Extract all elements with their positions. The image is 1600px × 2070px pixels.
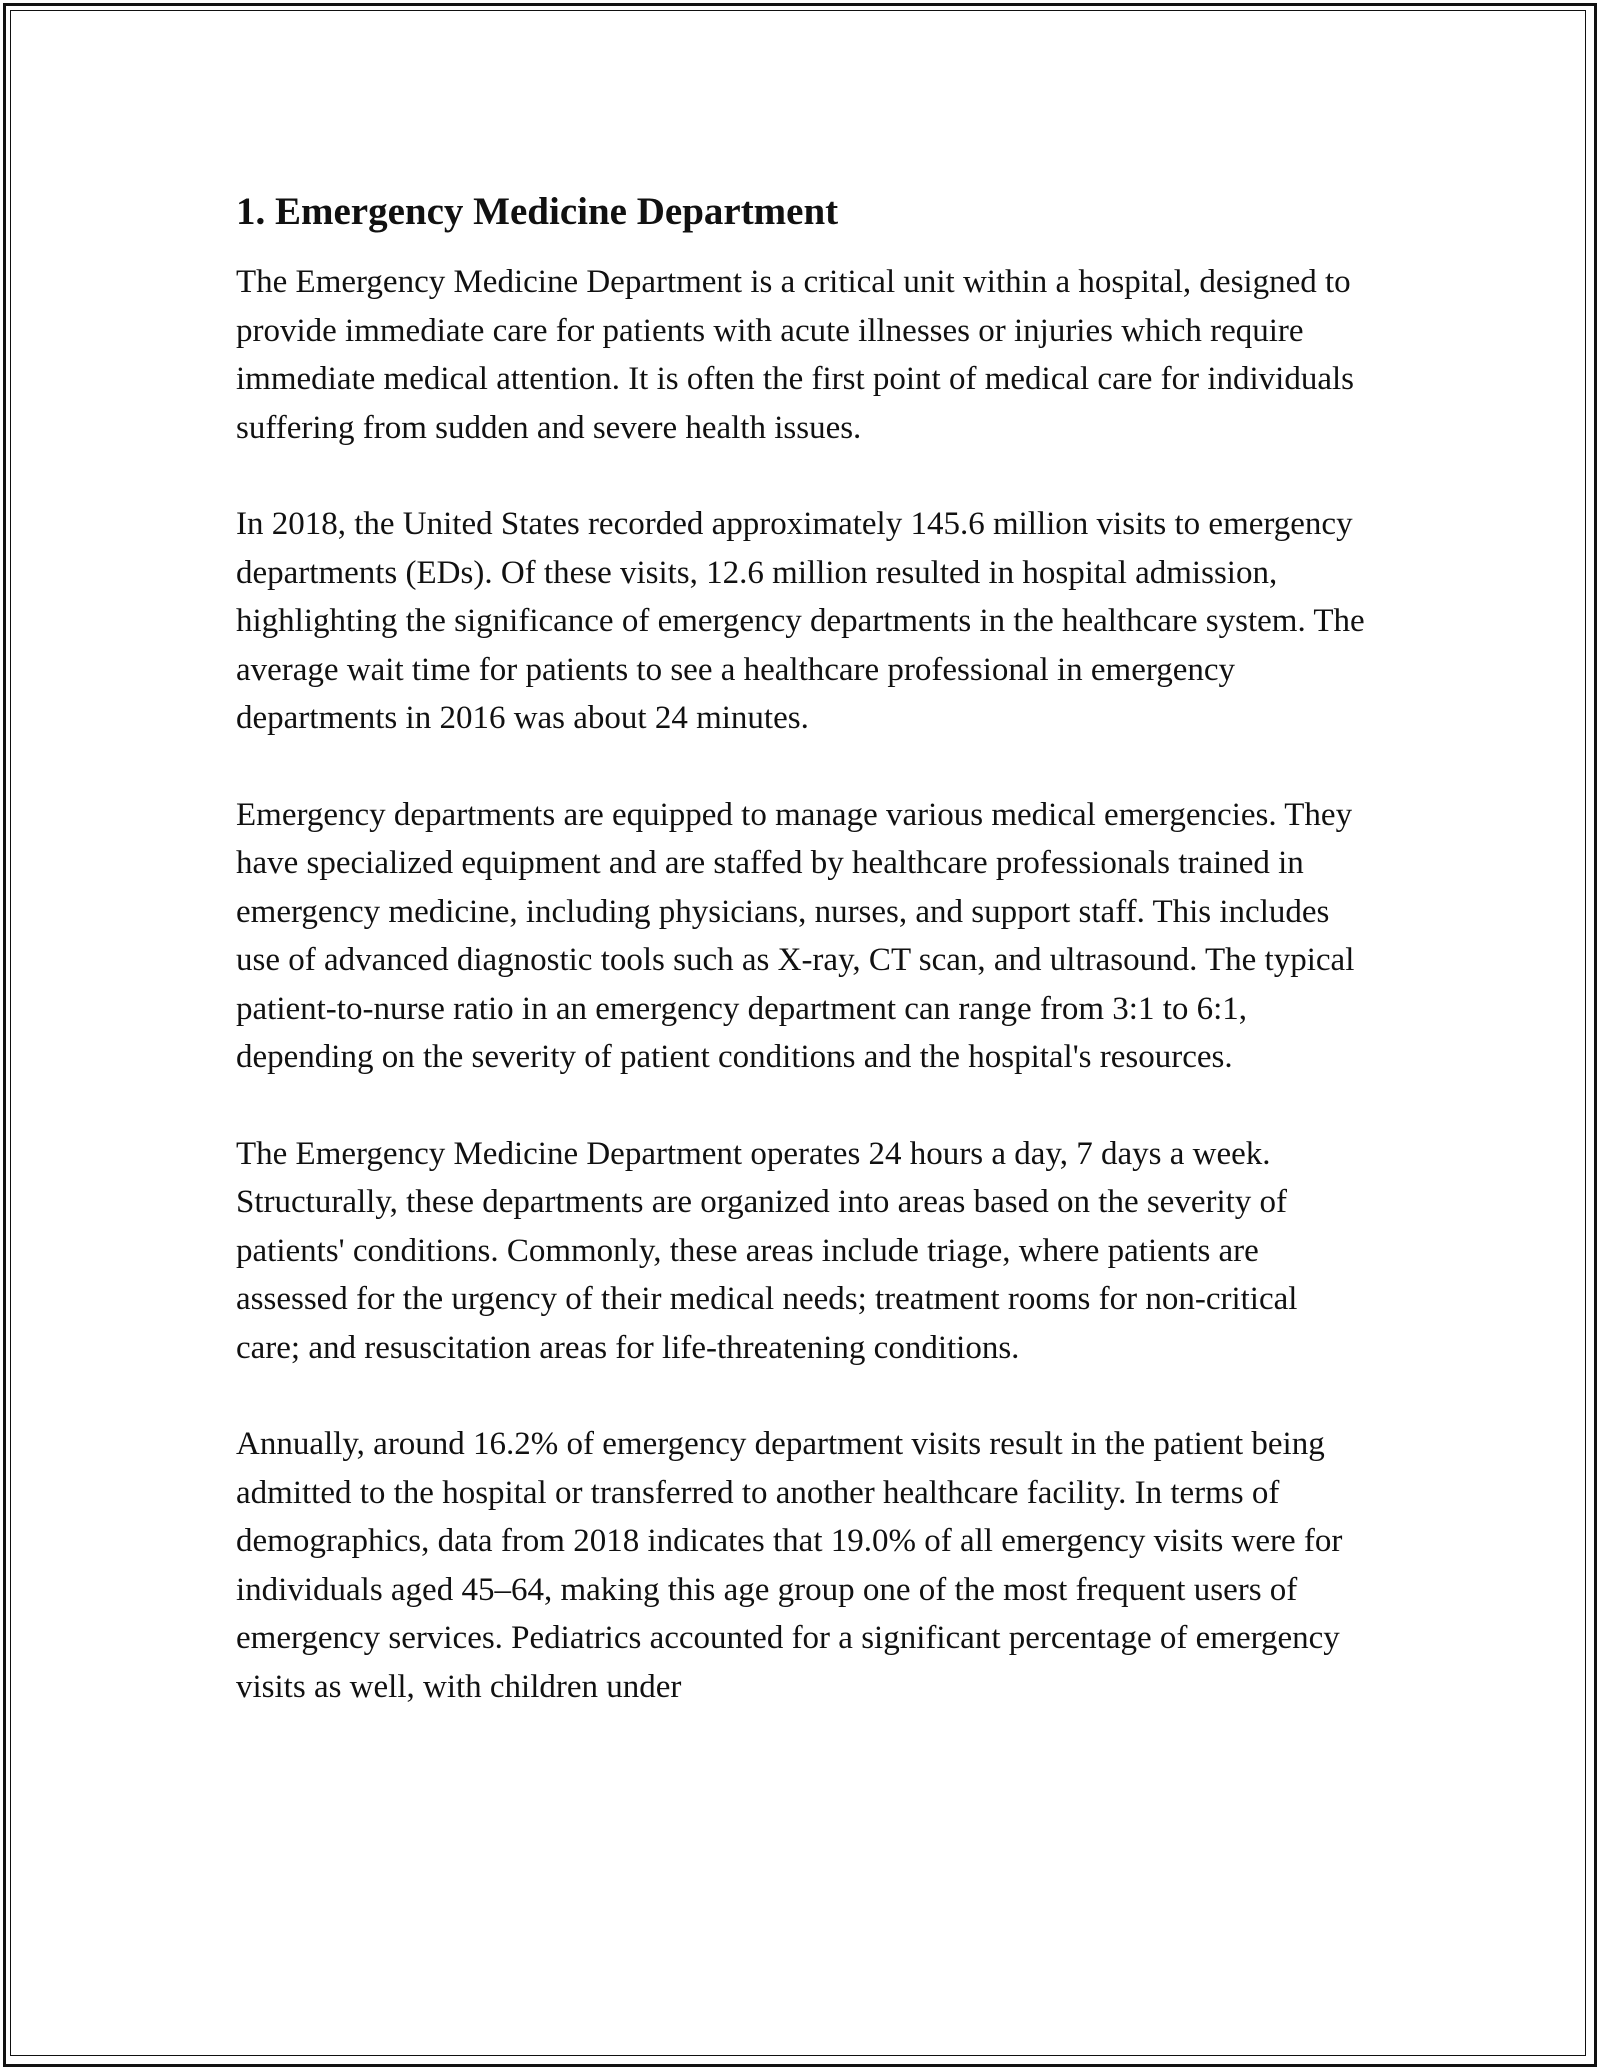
paragraph-admissions-demographics: Annually, around 16.2% of emergency department visits result in the patient being admitted to the hospital or transferred to another healthcare facility. In terms of demographics, data from 2018 indicates that 19.0% of all emergency visits were for individuals aged 45–64, making this age group one of the most frequent users of emergency services. Pediatrics accounted for a significant percentage of emergency visits as well, with children under — [236, 1426, 1343, 1705]
document-body — [236, 186, 1366, 1759]
paragraph-equipment-staffing: Emergency departments are equipped to manage various medical emergencies. They have specialized equipment and are staffed by healthcare professionals trained in emergency medicine, including physicians, nurses, and support staff. This includes use of advanced diagnostic tools such as X-ray, CT scan, and ultrasound. The typical patient-to-nurse ratio in an emergency department can range from 3:1 to 6:1, depending on the severity of patient conditions and the hospital's resources. — [236, 796, 1355, 1075]
paragraph-operations-structure: The Emergency Medicine Department operates 24 hours a day, 7 days a week. Structurally, these departments are organized into areas based on the severity of patients' conditions. Commonly, these areas include triage, where patients are assessed for the urgency of their medical needs; treatment rooms for non-critical care; and resuscitation areas for life-threatening conditions. — [236, 1135, 1298, 1366]
paragraph-introduction: The Emergency Medicine Department is a critical unit within a hospital, designed to provide immediate care for patients with acute illnesses or injuries which require immediate medical attention. It is often the first point of medical care for individuals suffering from sudden and severe health issues. — [236, 264, 1354, 446]
section-heading: 1. Emergency Medicine Department — [236, 190, 839, 233]
paragraph-visit-statistics: In 2018, the United States recorded approximately 145.6 million visits to emergency departments (EDs). Of these visits, 12.6 million resulted in hospital admission, highlighting the significance of emergency departments in the healthcare system. The average wait time for patients to see a healthcare professional in emergency departments in 2016 was about 24 minutes. — [236, 506, 1365, 736]
